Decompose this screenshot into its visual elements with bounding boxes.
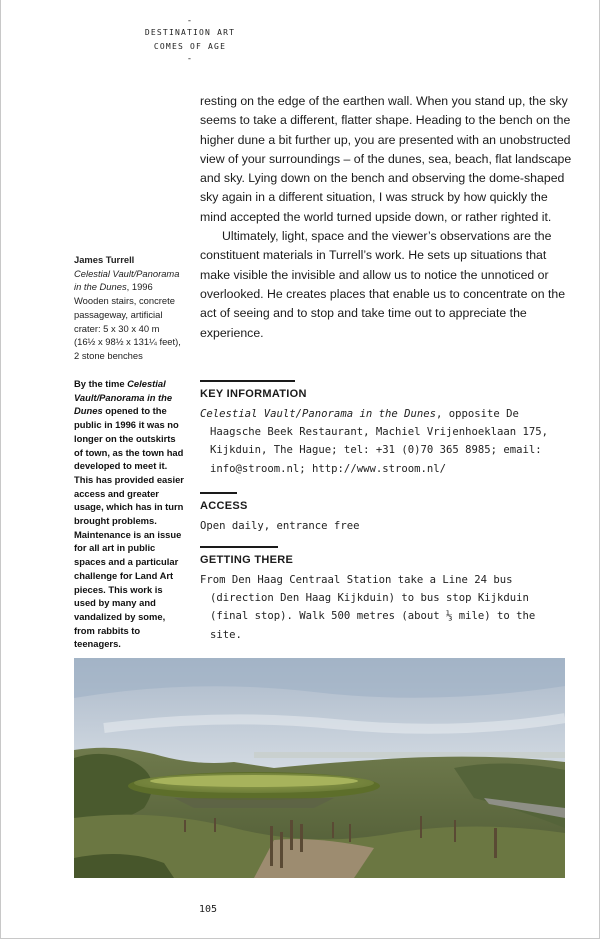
running-head-line-1: DESTINATION ART [144,28,236,37]
running-head-dash-bottom: - [186,54,194,64]
side-note-title: Celestial Vault/Panorama in the Dunes [74,378,173,417]
photo-illustration [74,658,565,878]
side-note-lead: By the time [74,378,128,389]
access-heading: ACCESS [200,500,248,512]
caption-artist: James Turrell [74,254,135,265]
access-rule [200,492,237,494]
body-paragraph-2: Ultimately, light, space and the viewer’s observations are the constituent materials in Turrell’s work. He sets up situations that make visible the invisible and allow us to notice the unnoticed or overlooked. He creates places that enable us to concentrate on the act of seeing and to stop and take time out to appreciate the experience. [200,229,566,340]
running-head-line-2: COMES OF AGE [153,42,227,51]
page-number: 105 [198,904,218,915]
key-information-section [200,380,572,478]
key-information-title: Celestial Vault/Panorama in the Dunes [200,408,436,420]
caption-materials: Wooden stairs, concrete passageway, artificial crater: 5 x 30 x 40 m (16½ x 98½ x 131¼ feet), 2 stone benches [74,295,181,361]
getting-there-text: From Den Haag Centraal Station take a Line 24 bus (direction Den Haag Kijkduin) to bus stop Kijkduin (final stop). Walk 500 metres (about ⅓ mile) to the site. [200,574,536,641]
body-paragraph-1: resting on the edge of the earthen wall. When you stand up, the sky seems to take a different, flatter shape. Heading to the bench on the higher dune a bit further up, you are presented with an unobstructed view of your surroundings – of the dunes, sea, beach, flat landscape and sky. Lying down on the bench and observing the dome-shaped sky again in a different situation, I was struck by how quickly the mind accepted the world turned upside down, or rather righted it. [200,94,572,224]
caption-year: , 1996 [126,281,153,293]
getting-there-section [200,546,572,644]
access-section [200,492,572,535]
key-information-text [200,405,572,478]
key-information-rule [200,380,295,382]
body-text [200,92,572,343]
side-note [74,377,186,651]
running-head-dash-top: - [186,16,194,26]
key-information-heading: KEY INFORMATION [200,388,307,400]
getting-there-heading: GETTING THERE [200,554,294,566]
running-head [130,16,250,64]
access-text: Open daily, entrance free [200,520,360,532]
artwork-caption [74,253,182,363]
side-note-text: opened to the public in 1996 it was no longer on the outskirts of town, as the town had developed to meet it. This has provided easier access and greater usage, which has in turn brought problems. Maintenance is an issue for all art in public spaces and a particular challenge for Land Art pieces. This work is used by many and vandalized by some, from rabbits to teenagers. [74,405,184,650]
getting-there-rule [200,546,278,548]
dune-crater-landscape-photo [74,658,565,878]
caption-title: Celestial Vault/Panorama in the Dunes [74,267,180,293]
key-information-details: , opposite De Haagsche Beek Restaurant, Machiel Vrijenhoeklaan 175, Kijkduin, The Hague; tel: +31 (0)70 365 8985; email: info@stroom.nl; http://www.stroom.nl/ [210,408,549,475]
